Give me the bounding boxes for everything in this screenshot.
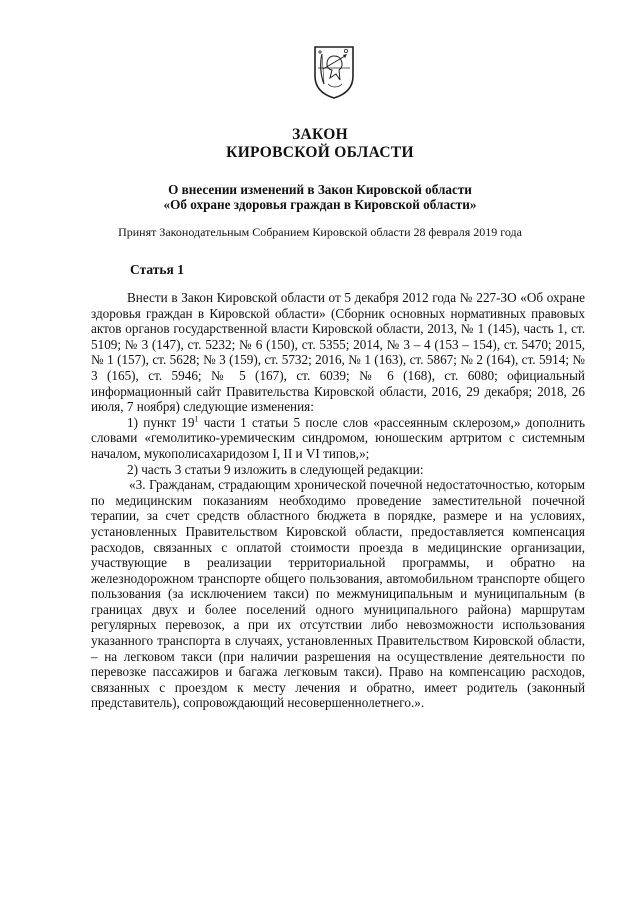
superscript-index: 1 <box>194 414 199 424</box>
kirov-coat-of-arms-icon <box>312 44 356 100</box>
amendment-item-2: 2) часть 3 статьи 9 изложить в следующей редакции: <box>127 461 424 477</box>
law-subtitle-line1: О внесении изменений в Закон Кировской области <box>168 182 472 197</box>
law-title: ЗАКОН <box>292 126 348 143</box>
amendment-item-1: 1) пункт $19^1$ части 1 статьи 5 после слов «рассеянным склерозом,» дополнить словами «гемолитико-уремическим синдромом, юношеским артритом с системным началом, мукополисахаридозом I, II и VI типов,»; <box>91 414 585 461</box>
adoption-note: Принят Законодательным Собранием Кировской области 28 февраля 2019 года <box>118 225 522 239</box>
new-wording-quote: «3. Гражданам, страдающим хронической почечной недостаточностью, которым по медицинским показаниям необходимо проведение заместительной почечной терапии, за счет средств областного бюджета в порядке, размере и на условиях, установленных Правительством Кировской области, предоставляется компенсация расходов, связанных с оплатой стоимости проезда в медицинские организации, участвующие в реализации территориальной программы, и обратно на железнодорожном транспорте общего пользования, автомобильном транспорте общего пользования (за исключением такси) по межмуниципальным и муниципальным (в границах двух и более поселений одного муниципального района) маршрутам регулярных перевозок, а при их отсутствии либо невозможности использования указанного транспорта в случаях, установленных Правительством Кировской области, – на легковом такси (при наличии разрешения на осуществление деятельности по перевозке пассажиров и багажа легковым такси). Право на компенсацию расходов, связанных с проездом к месту лечения и обратно, имеет родитель (законный представитель), сопровождающий несовершеннолетнего.». <box>91 477 585 711</box>
article-heading: Статья 1 <box>130 262 184 277</box>
law-region-title: КИРОВСКОЙ ОБЛАСТИ <box>226 144 414 161</box>
law-body <box>91 290 585 711</box>
intro-paragraph: Внести в Закон Кировской области от 5 декабря 2012 года № 227-ЗО «Об охране здоровья граждан в Кировской области» (Сборник основных нормативных правовых актов органов государственной власти Кировской области, 2013, № 1 (145), часть 1, ст. 5109; № 3 (147), ст. 5232; № 6 (150), ст. 5355; 2014, № 3 – 4 (153 – 154), ст. 5470; 2015, № 1 (157), ст. 5628; № 3 (159), ст. 5732; 2016, № 1 (163), ст. 5867; № 2 (164), ст. 5914; № 3 (165), ст. 5946; № 5 (167), ст. 6039; № 6 (168), ст. 6080; официальный информационный сайт Правительства Кировской области, 2016, 29 декабря; 2018, 26 июля, 7 ноября) следующие изменения: <box>91 290 585 415</box>
law-subtitle-line2: «Об охране здоровья граждан в Кировской области» <box>163 197 477 212</box>
